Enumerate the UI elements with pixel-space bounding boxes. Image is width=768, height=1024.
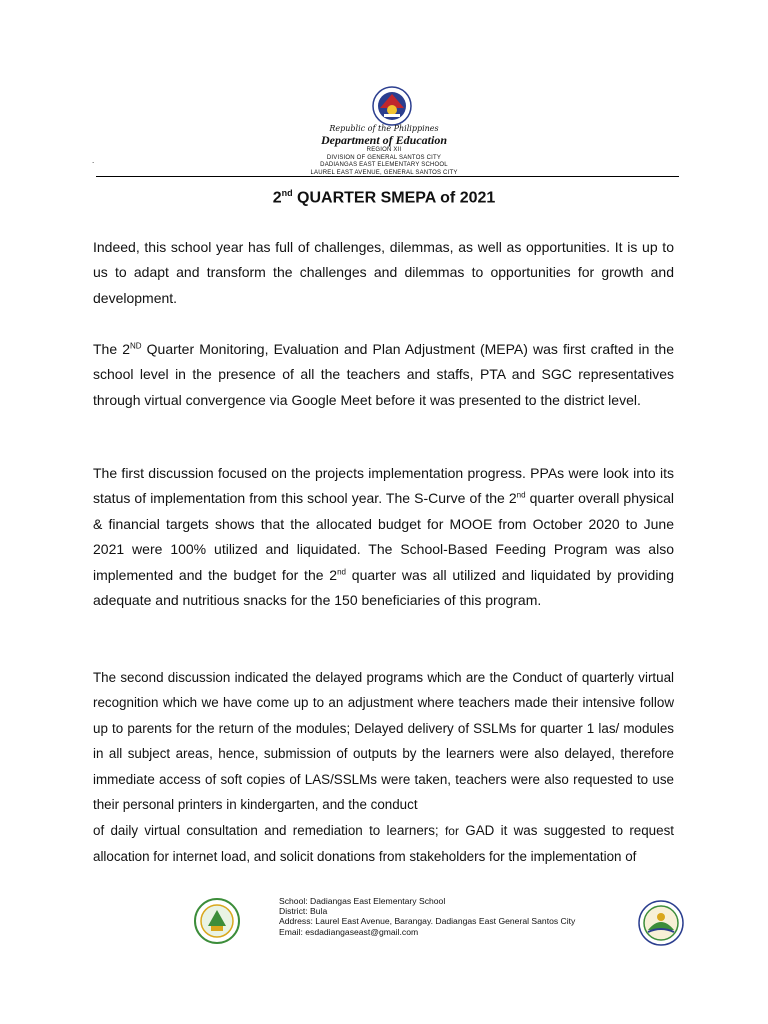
school-logo-icon	[194, 898, 240, 944]
paragraph-3	[93, 461, 674, 613]
school-line: DADIANGAS EAST ELEMENTARY SCHOOL	[320, 162, 448, 168]
footer-district: District: Bula	[279, 906, 328, 917]
title-rest: QUARTER SMEPA of 2021	[292, 189, 496, 207]
stray-dot: .	[92, 156, 95, 165]
region-line: REGION XII	[366, 147, 402, 153]
p2-part-a: The 2	[93, 341, 131, 357]
paragraph-5	[93, 818, 674, 870]
p5-part-a: of daily virtual consultation and remediation to learners;	[93, 823, 445, 838]
p2-sup: ND	[130, 341, 142, 351]
p3-sup-1: nd	[516, 490, 526, 500]
p3-sup-2: nd	[337, 566, 346, 576]
division-logo-icon	[638, 900, 684, 946]
footer-email: Email: esdadiangaseast@gmail.com	[279, 926, 419, 937]
page-footer	[0, 890, 768, 960]
p3-part-b: quarter overall physical & financial targets shows that the allocated budget for MOOE from October 2020 to June 2021 were 100% utilized and liquidated. The School-Based Feeding Program was also implemented and the budget for the 2	[93, 490, 674, 583]
document-title	[0, 188, 768, 207]
footer-school: School: Dadiangas East Elementary School	[279, 896, 446, 906]
p2-part-b: Quarter Monitoring, Evaluation and Plan Adjustment (MEPA) was first crafted in the school level in the presence of all the teachers and staffs, PTA and SGC representatives through virtual convergence via Google Meet before it was presented to the district level.	[93, 341, 674, 408]
footer-address-block	[279, 896, 575, 937]
title-prefix: 2	[272, 189, 282, 207]
deped-seal-icon	[372, 86, 412, 126]
paragraph-1: Indeed, this school year has full of challenges, dilemmas, as well as opportunities. It is up to us to adapt and transform the challenges and dilemmas to opportunities for growth and development.	[93, 239, 674, 306]
title-sup: nd	[281, 188, 293, 198]
p3-part-c: quarter was all utilized and liquidated by providing adequate and nutritious snacks for the 150 beneficiaries of this program.	[93, 566, 675, 609]
p3-part-a: The first discussion focused on the projects implementation progress. PPAs were look into its status of implementation from this school year. The S-Curve of the 2	[93, 465, 674, 507]
p5-part-b: GAD it was suggested to request allocation for internet load, and solicit donations from stakeholders for the implementation of	[93, 823, 674, 865]
header-rule	[96, 176, 679, 177]
division-line: DIVISION OF GENERAL SANTOS CITY	[326, 154, 442, 161]
department-line: Department of Education	[320, 133, 447, 147]
address-line: LAUREL EAST AVENUE, GENERAL SANTOS CITY	[310, 169, 458, 176]
footer-address: Address: Laurel East Avenue, Barangay. Dadiangas East General Santos City	[279, 916, 576, 927]
paragraph-2	[93, 337, 674, 413]
paragraph-4: The second discussion indicated the delayed programs which are the Conduct of quarterly virtual recognition which we have come up to an adjustment where teachers made their intensive follow up to parents for the return of the modules; Delayed delivery of SSLMs for quarter 1 las/ modules in all subject areas, hence, submission of outputs by the learners were also delayed, therefore immediate access of soft copies of LAS/SSLMs were taken, teachers were also requested to use their personal printers in kindergarten, and the conduct	[93, 670, 674, 813]
letterhead	[0, 124, 768, 177]
p5-for: for	[444, 824, 459, 838]
republic-line: Republic of the Philippines	[329, 124, 439, 133]
